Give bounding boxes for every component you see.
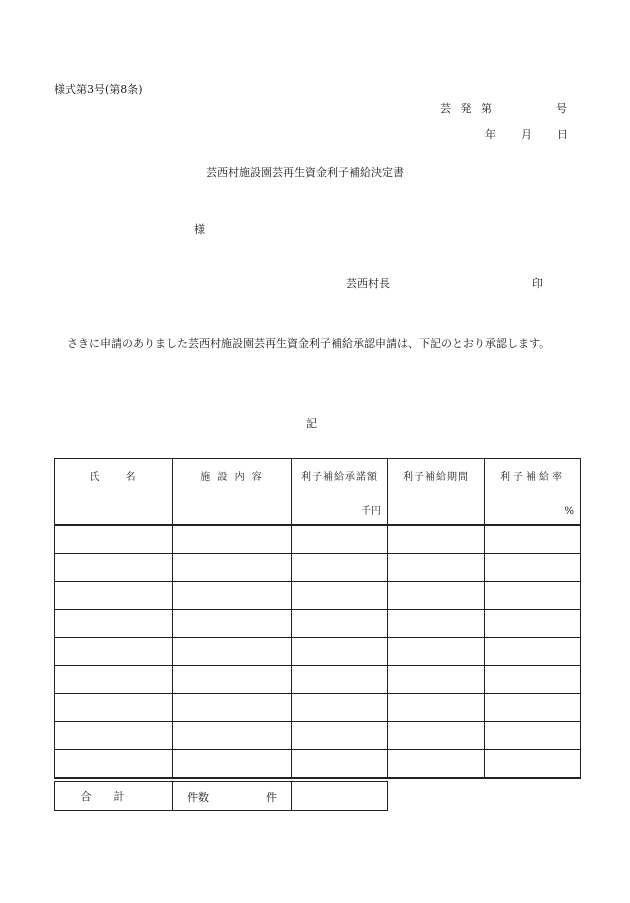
table-header-row bbox=[55, 459, 581, 526]
header-label: 利子補給率 bbox=[500, 472, 565, 483]
table-cell bbox=[55, 582, 173, 610]
table-row bbox=[55, 582, 581, 610]
table-cell bbox=[485, 554, 581, 582]
table-cell bbox=[292, 525, 388, 554]
header-label: 利子補給期間 bbox=[403, 472, 469, 483]
table-cell bbox=[292, 582, 388, 610]
date-year-label: 年 bbox=[485, 128, 496, 141]
table-cell bbox=[173, 750, 292, 779]
table-row bbox=[55, 750, 581, 779]
table-row bbox=[55, 610, 581, 638]
table-cell bbox=[292, 610, 388, 638]
header-cell-rate bbox=[485, 459, 581, 526]
table-row bbox=[55, 525, 581, 554]
table-cell bbox=[292, 694, 388, 722]
header-unit: 千円 bbox=[361, 506, 381, 517]
table-cell bbox=[388, 582, 485, 610]
table-row bbox=[55, 694, 581, 722]
table-cell bbox=[173, 582, 292, 610]
table-cell bbox=[292, 750, 388, 779]
table-cell bbox=[485, 694, 581, 722]
total-table bbox=[54, 781, 388, 811]
table-cell bbox=[485, 525, 581, 554]
table-cell bbox=[388, 666, 485, 694]
table-cell bbox=[55, 694, 173, 722]
table-cell bbox=[55, 525, 173, 554]
header-cell-facility bbox=[173, 459, 292, 526]
document-number-suffix: 号 bbox=[556, 102, 567, 115]
issuer-name: 芸西村長 bbox=[346, 277, 390, 290]
document-title: 芸西村施設園芸再生資金利子補給決定書 bbox=[206, 166, 404, 179]
header-label: 施 設 内 容 bbox=[200, 472, 264, 483]
table-row bbox=[55, 638, 581, 666]
date-day-label: 日 bbox=[557, 128, 568, 141]
table-cell bbox=[388, 694, 485, 722]
table-cell bbox=[388, 750, 485, 779]
table-cell bbox=[388, 554, 485, 582]
table-cell bbox=[173, 694, 292, 722]
table-cell bbox=[55, 610, 173, 638]
addressee-suffix: 様 bbox=[194, 223, 205, 236]
table-cell bbox=[173, 610, 292, 638]
note-heading: 記 bbox=[306, 417, 317, 430]
table-cell bbox=[388, 525, 485, 554]
table-cell bbox=[55, 722, 173, 750]
table-cell bbox=[485, 750, 581, 779]
table-cell bbox=[485, 722, 581, 750]
total-amount-cell bbox=[292, 782, 388, 811]
table-cell bbox=[485, 638, 581, 666]
table-cell bbox=[173, 666, 292, 694]
table-cell bbox=[55, 750, 173, 779]
table-row bbox=[55, 554, 581, 582]
table-cell bbox=[55, 554, 173, 582]
form-number: 様式第3号(第8条) bbox=[54, 83, 143, 96]
table-cell bbox=[292, 554, 388, 582]
table-cell bbox=[55, 666, 173, 694]
table-cell bbox=[292, 638, 388, 666]
total-row bbox=[55, 782, 388, 811]
table-row bbox=[55, 666, 581, 694]
table-cell bbox=[388, 722, 485, 750]
date-month-label: 月 bbox=[521, 128, 532, 141]
table-cell bbox=[55, 638, 173, 666]
table-cell bbox=[173, 722, 292, 750]
table-cell bbox=[485, 582, 581, 610]
table-cell bbox=[173, 525, 292, 554]
document-number-prefix: 芸 発 第 bbox=[440, 102, 495, 115]
table-cell bbox=[388, 610, 485, 638]
header-cell-period bbox=[388, 459, 485, 526]
subsidy-table bbox=[54, 458, 581, 779]
table-cell bbox=[292, 666, 388, 694]
table-cell bbox=[292, 722, 388, 750]
header-cell-amount bbox=[292, 459, 388, 526]
table-cell bbox=[485, 610, 581, 638]
seal-mark: 印 bbox=[532, 277, 543, 290]
count-label: 件数 bbox=[187, 791, 209, 804]
table-row bbox=[55, 722, 581, 750]
header-unit: % bbox=[564, 506, 574, 517]
header-label: 氏 名 bbox=[89, 472, 138, 483]
table-cell bbox=[173, 638, 292, 666]
table-cell bbox=[485, 666, 581, 694]
table-cell bbox=[388, 638, 485, 666]
count-unit: 件 bbox=[266, 791, 277, 804]
total-count-cell bbox=[173, 782, 292, 811]
header-label: 利子補給承諾額 bbox=[301, 472, 378, 483]
total-label: 合計 bbox=[55, 782, 173, 811]
table-cell bbox=[173, 554, 292, 582]
body-text: さきに申請のありました芸西村施設園芸再生資金利子補給承認申請は、下記のとおり承認します。 bbox=[67, 337, 551, 350]
header-cell-name bbox=[55, 459, 173, 526]
